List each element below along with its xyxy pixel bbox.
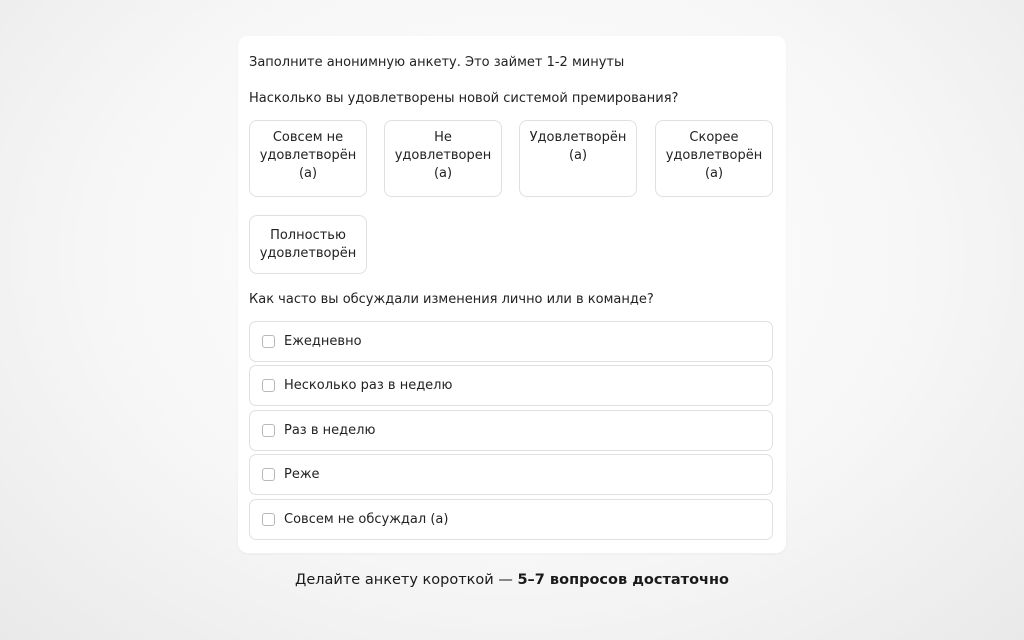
frequency-option-never[interactable] — [249, 499, 773, 540]
tip-caption-bold: 5–7 вопросов достаточно — [517, 572, 729, 588]
survey-card — [238, 36, 786, 553]
tip-caption — [0, 572, 1024, 588]
checkbox-icon[interactable] — [262, 513, 275, 526]
checkbox-icon[interactable] — [262, 468, 275, 481]
rating-option-rather-satisfied[interactable]: Скорее удовлетворён (а) — [655, 120, 773, 197]
frequency-option-label: Реже — [284, 467, 320, 482]
tip-caption-regular: Делайте анкету короткой — — [295, 572, 518, 588]
frequency-option-label: Раз в неделю — [284, 423, 376, 438]
question-2-title: Как часто вы обсуждали изменения лично или в команде? — [249, 292, 654, 307]
frequency-option-label: Ежедневно — [284, 334, 362, 349]
frequency-option-daily[interactable] — [249, 321, 773, 362]
frequency-option-weekly[interactable] — [249, 410, 773, 451]
checkbox-icon[interactable] — [262, 424, 275, 437]
rating-option-satisfied[interactable]: Удовлетворён (а) — [519, 120, 637, 197]
frequency-option-label: Совсем не обсуждал (а) — [284, 512, 449, 527]
checkbox-icon[interactable] — [262, 379, 275, 392]
rating-option-fully-satisfied[interactable]: Полностью удовлетворён — [249, 215, 367, 274]
rating-option-unsatisfied[interactable]: Не удовлетворен (а) — [384, 120, 502, 197]
frequency-option-label: Несколько раз в неделю — [284, 378, 453, 393]
checkbox-icon[interactable] — [262, 335, 275, 348]
frequency-option-several-weekly[interactable] — [249, 365, 773, 406]
question-1-title: Насколько вы удовлетворены новой системой премирования? — [249, 91, 679, 106]
rating-option-very-unsatisfied[interactable]: Совсем не удовлетворён (а) — [249, 120, 367, 197]
survey-intro: Заполните анонимную анкету. Это займет 1-2 минуты — [249, 55, 625, 70]
frequency-option-rarely[interactable] — [249, 454, 773, 495]
